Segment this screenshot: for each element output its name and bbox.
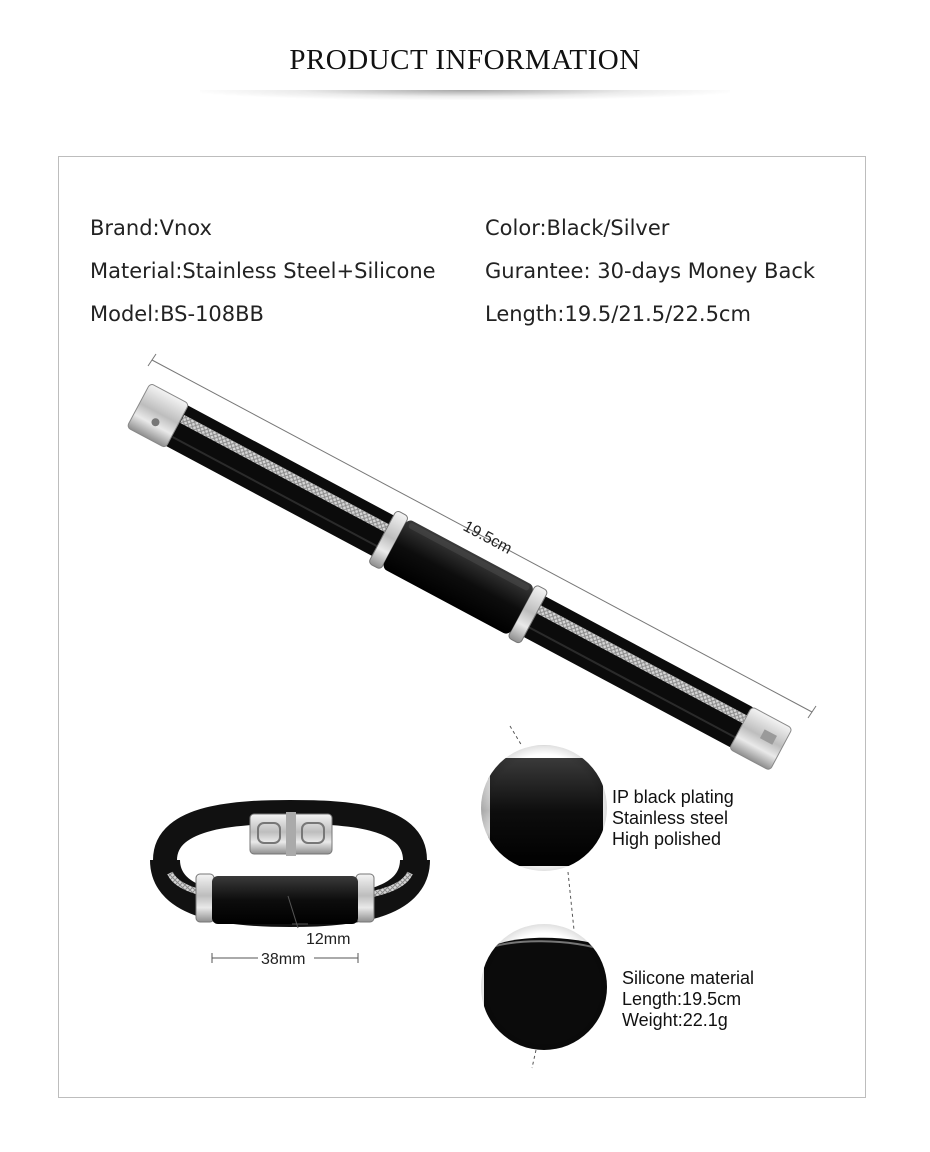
plate-callout-line-3: High polished bbox=[612, 829, 722, 849]
plate-width-label: 38mm bbox=[261, 951, 306, 968]
band-callout-line-1: Silicone material bbox=[622, 968, 755, 988]
spec-length: Length:19.5/21.5/22.5cm bbox=[485, 302, 751, 326]
length-label: 19.5cm bbox=[460, 518, 515, 558]
bracelet-flat bbox=[124, 380, 795, 776]
page-title: PRODUCT INFORMATION bbox=[289, 44, 641, 76]
silicone-detail-zoom bbox=[481, 924, 611, 1068]
spec-guarantee: Gurantee: 30-days Money Back bbox=[485, 259, 816, 283]
band-callout-line-2: Length:19.5cm bbox=[622, 989, 742, 1009]
width-label: 12mm bbox=[306, 931, 351, 948]
plate-callout-line-1: IP black plating bbox=[612, 787, 734, 807]
spec-material: Material:Stainless Steel+Silicone bbox=[90, 259, 436, 283]
plate-callout bbox=[612, 787, 734, 850]
band-callout-line-3: Weight:22.1g bbox=[622, 1010, 728, 1030]
spec-model: Model:BS-108BB bbox=[90, 302, 264, 326]
plate-detail-zoom bbox=[466, 726, 607, 930]
bracelet-round bbox=[165, 812, 415, 968]
plate-callout-line-2: Stainless steel bbox=[612, 808, 729, 828]
band-callout bbox=[622, 968, 754, 1031]
spec-brand: Brand:Vnox bbox=[90, 216, 212, 240]
spec-color: Color:Black/Silver bbox=[485, 216, 670, 240]
